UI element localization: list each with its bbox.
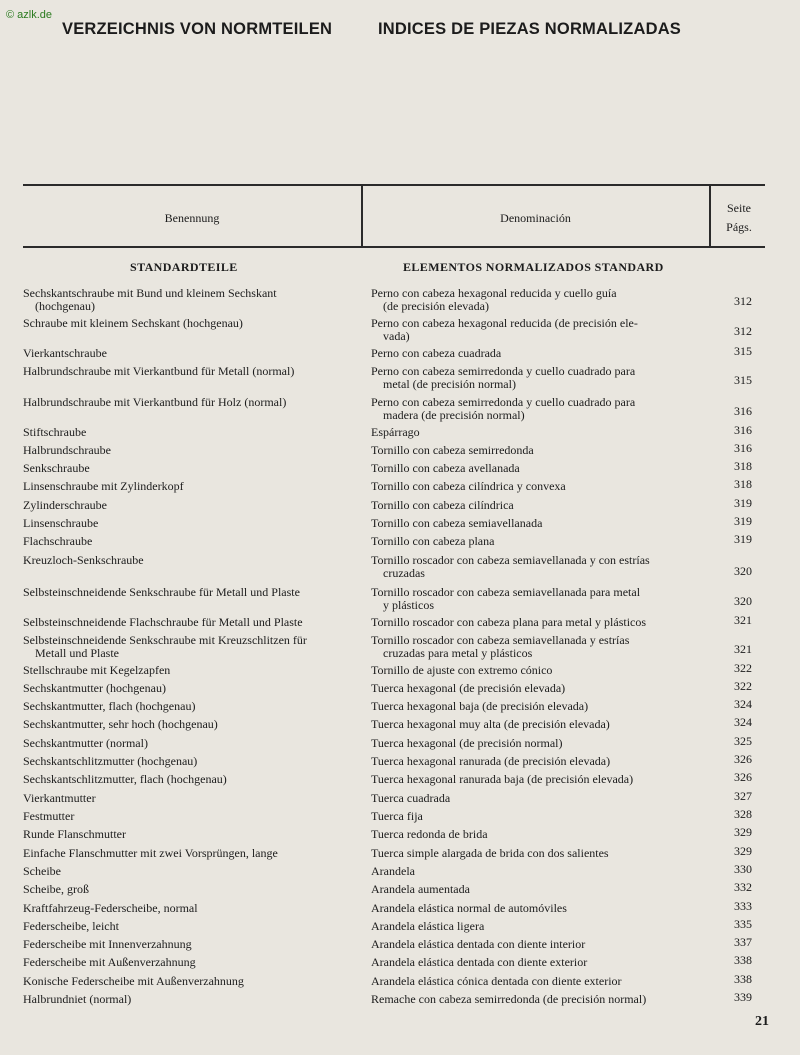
term-german — [23, 847, 351, 860]
term-german — [23, 347, 351, 360]
header-page-line1: Seite — [727, 201, 751, 215]
term-german-line: Konische Federscheibe mit Außenverzahnung — [23, 974, 244, 988]
term-spanish — [371, 664, 703, 677]
term-spanish-line: Tornillo roscador con cabeza semiavellanada y con estrías — [371, 553, 650, 567]
term-spanish-line: Tuerca hexagonal (de precisión normal) — [371, 736, 563, 750]
term-spanish-line: metal (de precisión normal) — [383, 376, 516, 391]
term-spanish — [371, 444, 703, 457]
term-spanish-line: Arandela elástica dentada con diente exterior — [371, 955, 588, 969]
term-german-line: Sechskantmutter, flach (hochgenau) — [23, 699, 196, 713]
term-spanish — [371, 462, 703, 475]
page-ref: 320 — [734, 594, 752, 608]
term-spanish — [371, 634, 703, 659]
term-german — [23, 700, 351, 713]
term-german-line: Linsenschraube mit Zylinderkopf — [23, 479, 184, 493]
term-german — [23, 444, 351, 457]
term-spanish — [371, 902, 703, 915]
term-german-line: Sechskantschlitzmutter, flach (hochgenau) — [23, 772, 227, 786]
title-spanish: INDICES DE PIEZAS NORMALIZADAS — [378, 20, 682, 38]
term-german-line: Selbsteinschneidende Senkschraube mit Kreuzschlitzen für — [23, 633, 307, 647]
term-spanish — [371, 586, 703, 611]
term-spanish-line: (de precisión elevada) — [383, 298, 489, 313]
term-spanish-line: cruzadas para metal y plásticos — [383, 645, 533, 660]
page-ref: 327 — [734, 789, 752, 803]
term-spanish-line: Tuerca hexagonal baja (de precisión elevada) — [371, 699, 589, 713]
page-ref: 316 — [734, 441, 752, 455]
term-german — [23, 462, 351, 475]
page-ref: 333 — [734, 899, 752, 913]
table-header-rule — [23, 246, 765, 248]
term-german — [23, 956, 351, 969]
page-ref: 329 — [734, 844, 752, 858]
term-german — [23, 828, 351, 841]
term-spanish — [371, 480, 703, 493]
header-german: Benennung — [164, 211, 220, 225]
page-ref: 321 — [734, 613, 752, 627]
term-german — [23, 773, 351, 786]
page-ref: 337 — [734, 935, 752, 949]
term-german-line: Vierkantschraube — [23, 346, 107, 360]
term-spanish-line: Remache con cabeza semirredonda (de precisión normal) — [371, 992, 647, 1006]
term-german — [23, 883, 351, 896]
term-spanish-line: Tornillo roscador con cabeza plana para metal y plásticos — [371, 615, 647, 629]
page-ref: 326 — [734, 752, 752, 766]
term-spanish-line: Tuerca cuadrada — [371, 791, 451, 805]
page-ref: 329 — [734, 825, 752, 839]
page-ref: 332 — [734, 880, 752, 894]
term-spanish-line: Tuerca hexagonal (de precisión elevada) — [371, 681, 566, 695]
term-spanish-line: cruzadas — [383, 565, 425, 580]
term-german-line: Runde Flanschmutter — [23, 827, 126, 841]
term-german — [23, 664, 351, 677]
term-german-line: Halbrundniet (normal) — [23, 992, 132, 1006]
term-german-line: Einfache Flanschmutter mit zwei Vorsprüngen, lange — [23, 846, 278, 860]
page-ref: 318 — [734, 459, 752, 473]
term-spanish-line: Perno con cabeza hexagonal reducida y cuello guía — [371, 286, 617, 300]
term-spanish-line: Tuerca simple alargada de brida con dos salientes — [371, 846, 609, 860]
page-ref: 324 — [734, 715, 752, 729]
term-spanish-line: Arandela aumentada — [371, 882, 470, 896]
term-spanish-line: Perno con cabeza cuadrada — [371, 346, 502, 360]
term-spanish-line: Tornillo con cabeza avellanada — [371, 461, 520, 475]
term-spanish — [371, 700, 703, 713]
term-spanish — [371, 993, 703, 1006]
term-spanish-line: Tornillo con cabeza semiavellanada — [371, 516, 543, 530]
term-spanish — [371, 956, 703, 969]
term-german-line: Halbrundschraube mit Vierkantbund für Holz (normal) — [23, 395, 287, 409]
term-german — [23, 810, 351, 823]
term-german-line: Vierkantmutter — [23, 791, 96, 805]
term-german — [23, 554, 351, 567]
term-german — [23, 396, 351, 409]
term-german — [23, 480, 351, 493]
term-spanish-line: Tornillo roscador con cabeza semiavellanada y estrías — [371, 633, 630, 647]
term-spanish — [371, 792, 703, 805]
page-ref: 338 — [734, 953, 752, 967]
page-ref: 318 — [734, 477, 752, 491]
page-ref: 319 — [734, 496, 752, 510]
term-spanish — [371, 682, 703, 695]
term-german-line: Selbsteinschneidende Senkschraube für Metall und Plaste — [23, 585, 300, 599]
term-spanish — [371, 396, 703, 421]
term-spanish — [371, 616, 703, 629]
section-heading-spanish: ELEMENTOS NORMALIZADOS STANDARD — [403, 260, 664, 274]
term-german-line: Sechskantschlitzmutter (hochgenau) — [23, 754, 198, 768]
term-german — [23, 792, 351, 805]
term-spanish-line: Tuerca hexagonal muy alta (de precisión elevada) — [371, 717, 610, 731]
term-spanish-line: Tuerca fija — [371, 809, 423, 823]
term-spanish — [371, 938, 703, 951]
header-spanish: Denominación — [500, 211, 571, 225]
term-german — [23, 287, 351, 312]
page-ref: 324 — [734, 697, 752, 711]
term-german — [23, 920, 351, 933]
term-german-line: Halbrundschraube mit Vierkantbund für Metall (normal) — [23, 364, 295, 378]
term-spanish — [371, 737, 703, 750]
watermark: © azlk.de — [6, 9, 53, 21]
term-german — [23, 718, 351, 731]
term-german-line: Festmutter — [23, 809, 75, 823]
term-spanish-line: Tuerca redonda de brida — [371, 827, 488, 841]
term-spanish — [371, 975, 703, 988]
term-spanish — [371, 828, 703, 841]
term-german — [23, 586, 351, 599]
header-page — [711, 199, 767, 237]
term-spanish — [371, 554, 703, 579]
term-german — [23, 634, 351, 659]
term-german — [23, 317, 351, 330]
page-ref: 322 — [734, 661, 752, 675]
term-german-line: Sechskantmutter, sehr hoch (hochgenau) — [23, 717, 218, 731]
term-german — [23, 938, 351, 951]
term-spanish — [371, 847, 703, 860]
term-german-line: Federscheibe mit Innenverzahnung — [23, 937, 192, 951]
term-german-line: Sechskantschraube mit Bund und kleinem Sechskant — [23, 286, 277, 300]
term-spanish — [371, 287, 703, 312]
term-german-line: Stellschraube mit Kegelzapfen — [23, 663, 171, 677]
term-spanish-line: Tornillo roscador con cabeza semiavellanada para metal — [371, 585, 641, 599]
term-spanish-line: Tuerca hexagonal ranurada baja (de precisión elevada) — [371, 772, 634, 786]
table-top-rule — [23, 184, 765, 186]
page-ref: 321 — [734, 642, 752, 656]
term-german-line: Kreuzloch-Senkschraube — [23, 553, 144, 567]
term-spanish — [371, 773, 703, 786]
term-spanish-line: madera (de precisión normal) — [383, 407, 525, 422]
term-spanish — [371, 865, 703, 878]
page-ref: 339 — [734, 990, 752, 1004]
term-spanish-line: Perno con cabeza semirredonda y cuello cuadrado para — [371, 364, 636, 378]
term-german-line: Federscheibe, leicht — [23, 919, 119, 933]
term-spanish — [371, 920, 703, 933]
term-german — [23, 426, 351, 439]
page-ref: 338 — [734, 972, 752, 986]
term-german-line: Sechskantmutter (normal) — [23, 736, 148, 750]
page-ref: 330 — [734, 862, 752, 876]
term-german-line: Metall und Plaste — [35, 645, 119, 660]
term-spanish-line: y plásticos — [383, 597, 434, 612]
term-spanish — [371, 426, 703, 439]
term-spanish-line: Tuerca hexagonal ranurada (de precisión elevada) — [371, 754, 611, 768]
term-german-line: Halbrundschraube — [23, 443, 111, 457]
term-german-line: Selbsteinschneidende Flachschraube für Metall und Plaste — [23, 615, 303, 629]
page-ref: 312 — [734, 324, 752, 338]
term-german-line: Stiftschraube — [23, 425, 87, 439]
page-ref: 325 — [734, 734, 752, 748]
term-german-line: Linsenschraube — [23, 516, 99, 530]
term-spanish-line: Tornillo con cabeza semirredonda — [371, 443, 534, 457]
page-ref: 322 — [734, 679, 752, 693]
title-german: VERZEICHNIS VON NORMTEILEN — [62, 20, 333, 38]
header-page-line2: Págs. — [726, 220, 752, 234]
term-spanish-line: vada) — [383, 328, 410, 343]
page-ref: 326 — [734, 770, 752, 784]
term-german-line: Scheibe — [23, 864, 61, 878]
term-spanish — [371, 517, 703, 530]
page-ref: 316 — [734, 423, 752, 437]
term-german-line: Flachschraube — [23, 534, 93, 548]
term-german-line: Sechskantmutter (hochgenau) — [23, 681, 166, 695]
page-ref: 319 — [734, 532, 752, 546]
term-german — [23, 993, 351, 1006]
term-german-line: Kraftfahrzeug-Federscheibe, normal — [23, 901, 198, 915]
page-ref: 320 — [734, 564, 752, 578]
term-spanish-line: Perno con cabeza hexagonal reducida (de precisión ele- — [371, 316, 638, 330]
term-spanish-line: Tornillo con cabeza cilíndrica — [371, 498, 514, 512]
term-spanish-line: Perno con cabeza semirredonda y cuello cuadrado para — [371, 395, 636, 409]
page-ref: 335 — [734, 917, 752, 931]
term-spanish — [371, 365, 703, 390]
term-german — [23, 975, 351, 988]
term-german — [23, 517, 351, 530]
term-spanish-line: Tornillo con cabeza cilíndrica y convexa — [371, 479, 566, 493]
page-ref: 328 — [734, 807, 752, 821]
term-spanish — [371, 755, 703, 768]
term-spanish — [371, 317, 703, 342]
term-german — [23, 365, 351, 378]
term-german — [23, 902, 351, 915]
term-spanish-line: Arandela elástica ligera — [371, 919, 485, 933]
term-german — [23, 616, 351, 629]
page-ref: 315 — [734, 344, 752, 358]
page-ref: 319 — [734, 514, 752, 528]
term-german — [23, 755, 351, 768]
term-spanish — [371, 347, 703, 360]
term-german-line: (hochgenau) — [35, 298, 95, 313]
term-german — [23, 865, 351, 878]
term-spanish-line: Espárrago — [371, 425, 420, 439]
term-german — [23, 682, 351, 695]
page-ref: 312 — [734, 294, 752, 308]
term-spanish-line: Arandela elástica cónica dentada con diente exterior — [371, 974, 622, 988]
term-spanish — [371, 499, 703, 512]
term-german — [23, 535, 351, 548]
term-spanish — [371, 718, 703, 731]
term-spanish-line: Tornillo con cabeza plana — [371, 534, 495, 548]
term-german-line: Scheibe, groß — [23, 882, 89, 896]
section-heading-german: STANDARDTEILE — [130, 260, 238, 274]
term-german — [23, 737, 351, 750]
term-spanish-line: Arandela elástica normal de automóviles — [371, 901, 567, 915]
term-german — [23, 499, 351, 512]
term-spanish — [371, 883, 703, 896]
term-german-line: Senkschraube — [23, 461, 90, 475]
term-spanish — [371, 535, 703, 548]
term-spanish-line: Arandela — [371, 864, 415, 878]
page-number: 21 — [755, 1014, 769, 1029]
term-spanish-line: Tornillo de ajuste con extremo cónico — [371, 663, 553, 677]
term-german-line: Zylinderschraube — [23, 498, 107, 512]
page-ref: 315 — [734, 373, 752, 387]
page-ref: 316 — [734, 404, 752, 418]
term-german-line: Federscheibe mit Außenverzahnung — [23, 955, 196, 969]
term-spanish-line: Arandela elástica dentada con diente interior — [371, 937, 586, 951]
term-spanish — [371, 810, 703, 823]
term-german-line: Schraube mit kleinem Sechskant (hochgenau) — [23, 316, 243, 330]
